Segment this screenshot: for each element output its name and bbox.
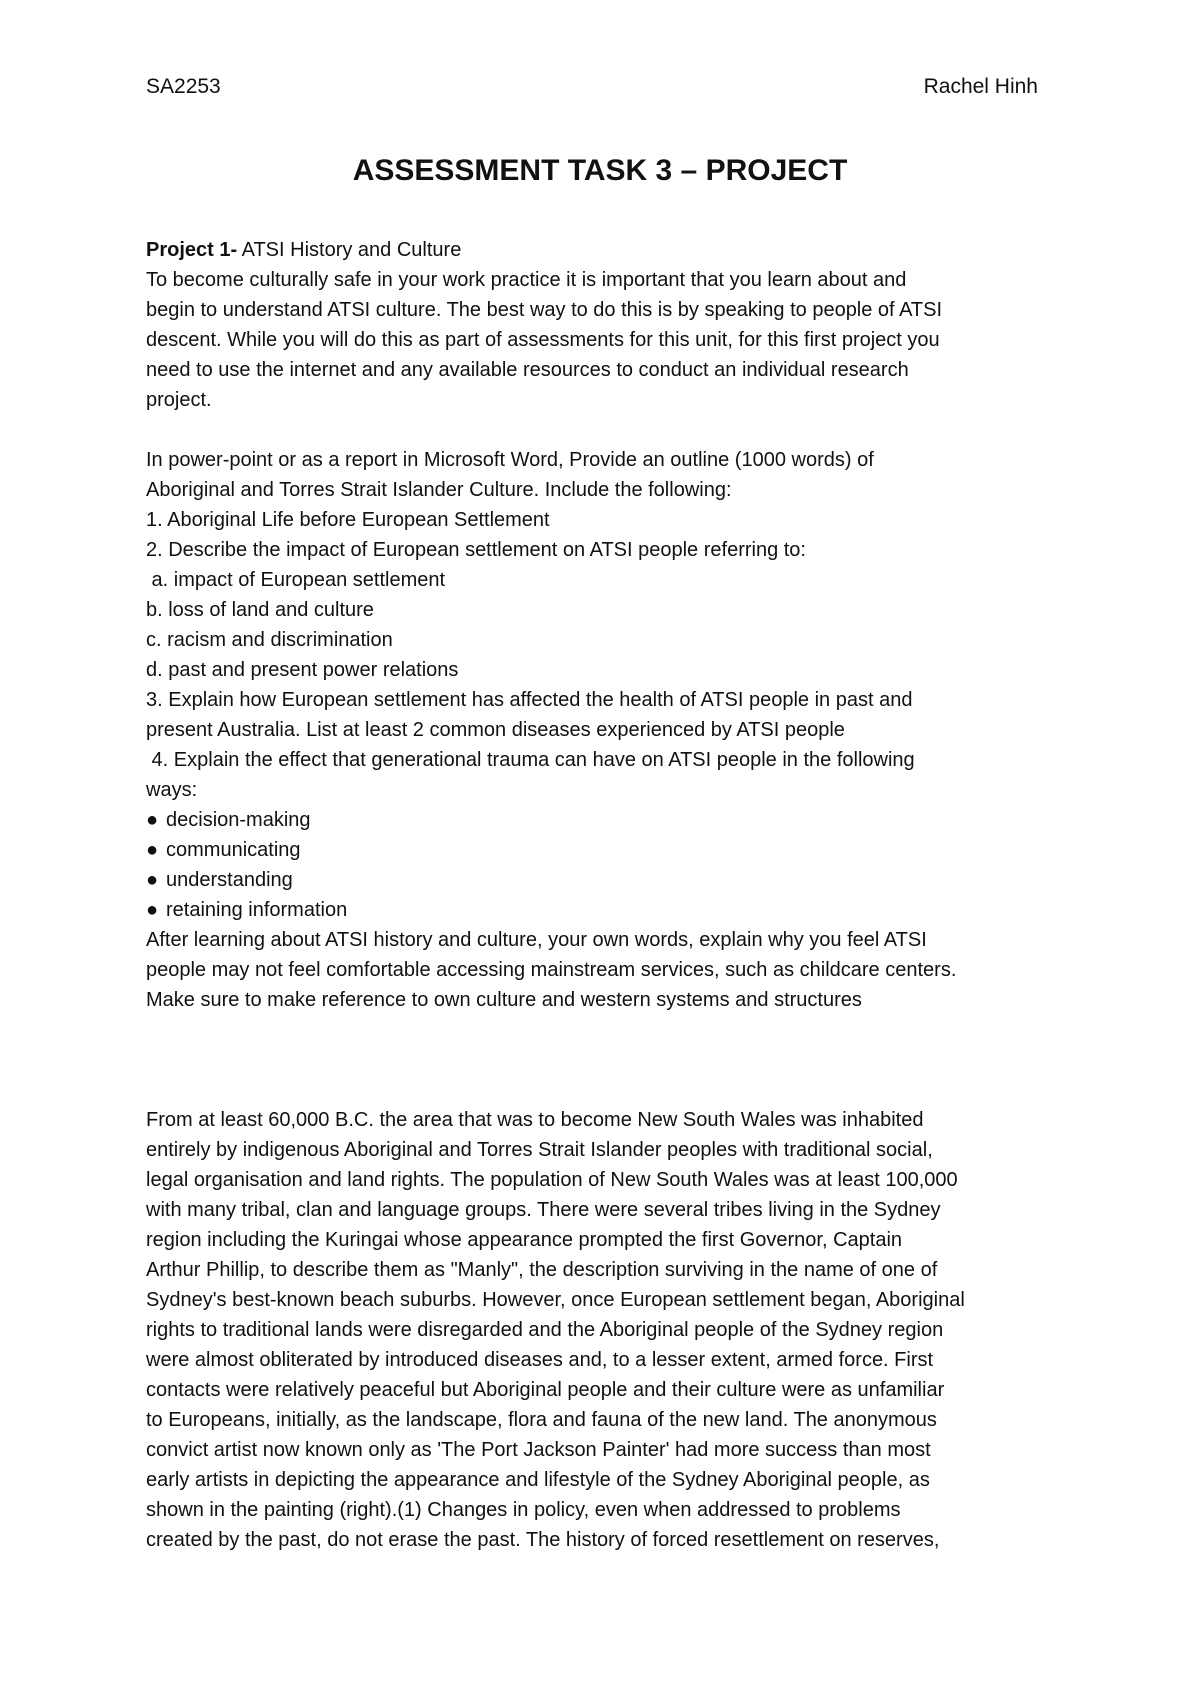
essay-line: with many tribal, clan and language groups. There were several tribes living in the Sydney <box>146 1199 941 1221</box>
essay-line: rights to traditional lands were disregarded and the Aboriginal people of the Sydney region <box>146 1319 944 1341</box>
instruction-line: 3. Explain how European settlement has affected the health of ATSI people in past and <box>146 689 913 711</box>
bullet-icon: ● <box>146 899 159 921</box>
bullet-text: understanding <box>166 869 293 891</box>
essay-line: convict artist now known only as 'The Port Jackson Painter' had more success than most <box>146 1439 931 1461</box>
instruction-line: present Australia. List at least 2 common diseases experienced by ATSI people <box>146 719 845 741</box>
closing-line: After learning about ATSI history and culture, your own words, explain why you feel ATSI <box>146 929 927 951</box>
project-label: Project 1- <box>146 239 238 261</box>
section-spacer <box>146 1015 1066 1105</box>
closing-line: Make sure to make reference to own culture and western systems and structures <box>146 989 862 1011</box>
header-course-code: SA2253 <box>146 75 221 98</box>
bullet-icon: ● <box>146 809 159 831</box>
instruction-line: ways: <box>146 779 198 801</box>
essay-line: contacts were relatively peaceful but Aboriginal people and their culture were as unfamiliar <box>146 1379 945 1401</box>
essay-line: entirely by indigenous Aboriginal and Torres Strait Islander peoples with traditional social, <box>146 1139 933 1161</box>
instruction-line: 2. Describe the impact of European settlement on ATSI people referring to: <box>146 539 806 561</box>
essay-line: created by the past, do not erase the past. The history of forced resettlement on reserves, <box>146 1529 940 1551</box>
essay-line: shown in the painting (right).(1) Changes in policy, even when addressed to problems <box>146 1499 901 1521</box>
intro-line: To become culturally safe in your work practice it is important that you learn about and <box>146 269 907 291</box>
intro-line: need to use the internet and any available resources to conduct an individual research <box>146 359 909 381</box>
project-name: ATSI History and Culture <box>237 239 462 261</box>
essay-line: to Europeans, initially, as the landscape, flora and fauna of the new land. The anonymous <box>146 1409 937 1431</box>
essay-line: region including the Kuringai whose appearance prompted the first Governor, Captain <box>146 1229 903 1251</box>
bullet-item <box>146 895 1066 925</box>
project-heading <box>146 235 1066 265</box>
bullet-text: communicating <box>166 839 301 861</box>
bullet-item <box>146 835 1066 865</box>
instruction-line: 4. Explain the effect that generational trauma can have on ATSI people in the following <box>146 749 915 771</box>
bullet-icon: ● <box>146 839 159 861</box>
document-body <box>146 235 1066 1555</box>
closing-line: people may not feel comfortable accessing mainstream services, such as childcare centers. <box>146 959 957 981</box>
paragraph-spacer <box>146 415 1066 445</box>
bullet-text: retaining information <box>166 899 348 921</box>
instruction-line: d. past and present power relations <box>146 659 459 681</box>
bullet-item <box>146 805 1066 835</box>
essay-line: From at least 60,000 B.C. the area that was to become New South Wales was inhabited <box>146 1109 924 1131</box>
instruction-line: In power-point or as a report in Microsoft Word, Provide an outline (1000 words) of <box>146 449 874 471</box>
intro-line: begin to understand ATSI culture. The best way to do this is by speaking to people of ATSI <box>146 299 943 321</box>
instruction-line: c. racism and discrimination <box>146 629 393 651</box>
instruction-line: 1. Aboriginal Life before European Settlement <box>146 509 550 531</box>
essay-line: early artists in depicting the appearance and lifestyle of the Sydney Aboriginal people, as <box>146 1469 930 1491</box>
document-title: ASSESSMENT TASK 3 – PROJECT <box>352 154 848 187</box>
intro-line: descent. While you will do this as part of assessments for this unit, for this first project you <box>146 329 940 351</box>
essay-line: legal organisation and land rights. The population of New South Wales was at least 100,000 <box>146 1169 958 1191</box>
essay-line: were almost obliterated by introduced diseases and, to a lesser extent, armed force. First <box>146 1349 934 1371</box>
instruction-line: b. loss of land and culture <box>146 599 374 621</box>
essay-line: Sydney's best-known beach suburbs. However, once European settlement began, Aboriginal <box>146 1289 965 1311</box>
bullet-item <box>146 865 1066 895</box>
instruction-line: a. impact of European settlement <box>146 569 446 591</box>
bullet-text: decision-making <box>166 809 311 831</box>
bullet-icon: ● <box>146 869 159 891</box>
essay-line: Arthur Phillip, to describe them as "Manly", the description surviving in the name of one of <box>146 1259 938 1281</box>
header-author: Rachel Hinh <box>923 75 1038 98</box>
instruction-line: Aboriginal and Torres Strait Islander Culture. Include the following: <box>146 479 732 501</box>
intro-line: project. <box>146 389 212 411</box>
